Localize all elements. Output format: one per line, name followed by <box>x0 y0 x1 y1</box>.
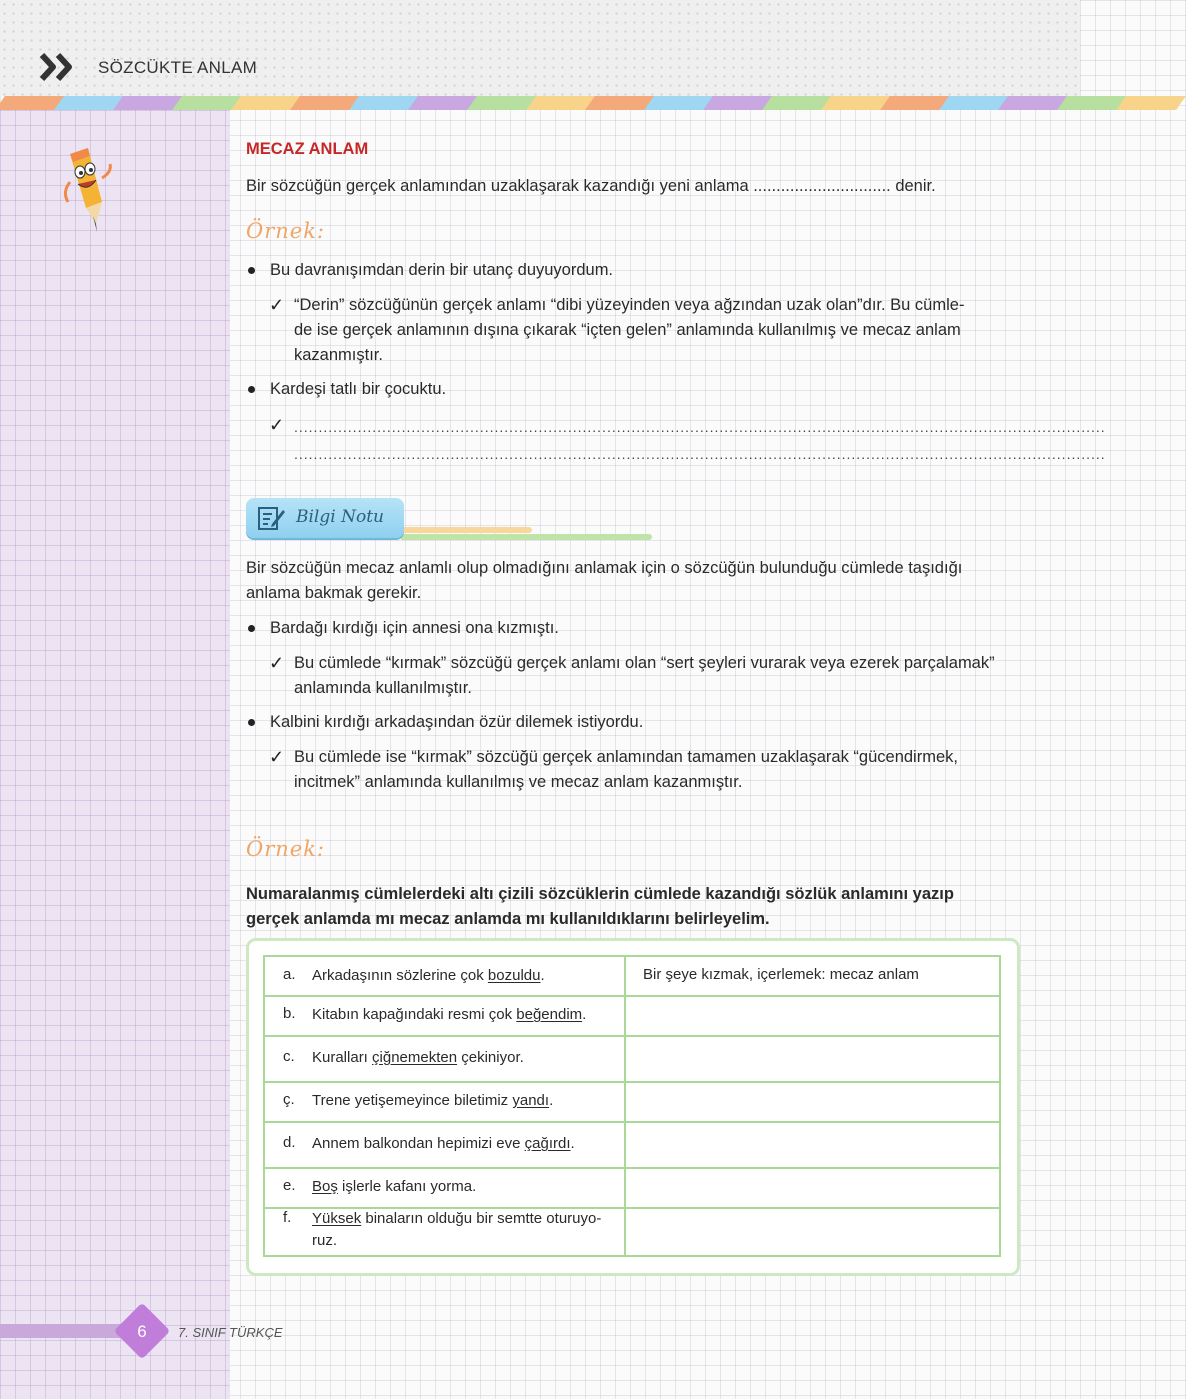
color-stripe <box>0 96 1080 110</box>
explanation-line: Bu cümlede “kırmak” sözcüğü gerçek anlamı olan “sert şeyleri vurarak veya ezerek parçalamak” <box>294 654 995 672</box>
bullet-icon <box>248 719 255 726</box>
paragraph-line: anlama bakmak gerekir. <box>246 584 422 602</box>
exercise-table-frame <box>246 938 1020 1276</box>
explanation-line: “Derin” sözcüğünün gerçek anlamı “dibi yüzeyinden veya ağzından uzak olan”dır. Bu cümle- <box>294 296 965 314</box>
bilgi-notu-text <box>246 556 1008 606</box>
explanation-line: Bu cümlede ise “kırmak” sözcüğü gerçek anlamından tamamen uzaklaşarak “gücendirmek, <box>294 748 958 766</box>
underlined-word: çağırdı <box>524 1135 571 1152</box>
row-sentence <box>312 1047 622 1069</box>
bilgi-example-list <box>246 616 1008 806</box>
example-sentence: Kardeşi tatlı bir çocuktu. <box>270 380 447 398</box>
table-row <box>265 1035 999 1083</box>
example-sentence: Bu davranışımdan derin bir utanç duyuyordum. <box>270 261 614 279</box>
definition-text: Bir sözcüğün gerçek anlamından uzaklaşarak kazandığı yeni anlama .............................. denir. <box>246 177 936 195</box>
table-row <box>265 1207 999 1255</box>
sentence-part: işlerle kafanı yorma. <box>337 1178 477 1195</box>
underlined-word: yandı <box>512 1092 550 1109</box>
row-letter: f. <box>283 1209 292 1226</box>
row-letter: b. <box>283 1005 296 1022</box>
sentence-part: Annem balkondan hepimizi eve <box>312 1135 525 1152</box>
stripe-segment <box>1116 96 1186 110</box>
row-letter: ç. <box>283 1091 295 1108</box>
mecaz-section <box>246 140 1008 159</box>
bilgi-notu-badge <box>246 498 404 538</box>
explanation-line: incitmek” anlamında kullanılmış ve mecaz anlam kazanmıştır. <box>294 773 743 791</box>
explanation <box>294 651 1006 701</box>
row-sentence <box>312 1176 622 1198</box>
sentence-part: Trene yetişemeyince biletimiz <box>312 1092 513 1109</box>
answer-cell[interactable]: Bir şeye kızmak, içerlemek: mecaz anlam <box>643 966 919 983</box>
row-sentence <box>312 965 622 987</box>
checkmark-icon: ✓ <box>269 415 285 435</box>
underlined-word: çiğnemekten <box>372 1049 458 1066</box>
bullet-icon <box>248 386 255 393</box>
paragraph-line: Bir sözcüğün mecaz anlamlı olup olmadığını anlamak için o sözcüğün bulunduğu cümlede taşıdığı <box>246 559 963 577</box>
exercise-table <box>263 955 1001 1257</box>
decorative-bar <box>400 534 652 540</box>
table-row <box>265 995 999 1037</box>
sentence-part: Arkadaşının sözlerine çok <box>312 967 488 984</box>
sentence-part: ruz. <box>312 1232 338 1249</box>
underlined-word: beğendim <box>516 1006 583 1023</box>
row-sentence <box>312 1208 622 1252</box>
pencil-mascot-icon <box>58 142 120 240</box>
sidebar <box>0 110 230 1399</box>
explanation-line: de ise gerçek anlamının dışına çıkarak “içten gelen” anlamında kullanılmış ve mecaz anlam <box>294 321 961 339</box>
note-edit-icon <box>256 504 286 532</box>
example-sentence: Kalbini kırdığı arkadaşından özür dilemek istiyordu. <box>270 713 644 731</box>
row-sentence <box>312 1090 622 1112</box>
sentence-part: Kitabın kapağındaki resmi çok <box>312 1006 517 1023</box>
answer-blank-line[interactable]: ...................................................................................................................................................................... <box>294 419 1106 435</box>
bullet-icon <box>248 625 255 632</box>
checkmark-icon: ✓ <box>269 295 285 315</box>
instruction-text <box>246 882 1008 932</box>
bilgi-notu-label: Bilgi Notu <box>296 507 384 527</box>
table-row <box>265 1121 999 1169</box>
row-sentence <box>312 1004 622 1026</box>
book-title: 7. SINIF TÜRKÇE <box>178 1325 283 1340</box>
instruction-line: Numaralanmış cümlelerdeki altı çizili sözcüklerin cümlede kazandığı sözlük anlamını yazıp <box>246 885 954 903</box>
explanation <box>294 293 1006 368</box>
bullet-icon <box>248 267 255 274</box>
example-list <box>246 258 1106 468</box>
table-row <box>265 1167 999 1209</box>
ornek-label: Örnek: <box>246 219 326 243</box>
row-letter: a. <box>283 966 296 983</box>
row-letter: d. <box>283 1134 296 1151</box>
footer-bar <box>0 1324 130 1338</box>
explanation-line: kazanmıştır. <box>294 346 383 364</box>
example-sentence: Bardağı kırdığı için annesi ona kızmıştı. <box>270 619 559 637</box>
sentence-part: . <box>570 1135 575 1152</box>
underlined-word: Yüksek <box>312 1210 362 1227</box>
double-chevron-icon <box>40 52 78 82</box>
row-letter: c. <box>283 1048 295 1065</box>
decorative-bar <box>400 527 532 533</box>
underlined-word: bozuldu <box>487 967 541 984</box>
section-title: SÖZCÜKTE ANLAM <box>98 58 258 77</box>
underlined-word: Boş <box>312 1178 338 1195</box>
sentence-part: çekiniyor. <box>457 1049 524 1066</box>
sentence-part: . <box>549 1092 554 1109</box>
page-header <box>0 0 1080 96</box>
sentence-part: . <box>582 1006 587 1023</box>
section-heading: MECAZ ANLAM <box>246 140 369 158</box>
sentence-part: binaların olduğu bir semtte oturuyo- <box>361 1210 602 1227</box>
page-number: 6 <box>137 1322 147 1341</box>
answer-blank-line[interactable]: ...................................................................................................................................................................... <box>294 446 1106 462</box>
checkmark-icon: ✓ <box>269 653 285 673</box>
sentence-part: . <box>540 967 545 984</box>
explanation-line: anlamında kullanılmıştır. <box>294 679 472 697</box>
table-row <box>265 957 999 997</box>
explanation <box>294 745 1006 795</box>
instruction-line: gerçek anlamda mı mecaz anlamda mı kullanıldıklarını belirleyelim. <box>246 910 770 928</box>
row-letter: e. <box>283 1177 296 1194</box>
table-row <box>265 1081 999 1123</box>
sentence-part: Kuralları <box>312 1049 373 1066</box>
row-sentence <box>312 1133 622 1155</box>
ornek-label: Örnek: <box>246 837 326 861</box>
checkmark-icon: ✓ <box>269 747 285 767</box>
